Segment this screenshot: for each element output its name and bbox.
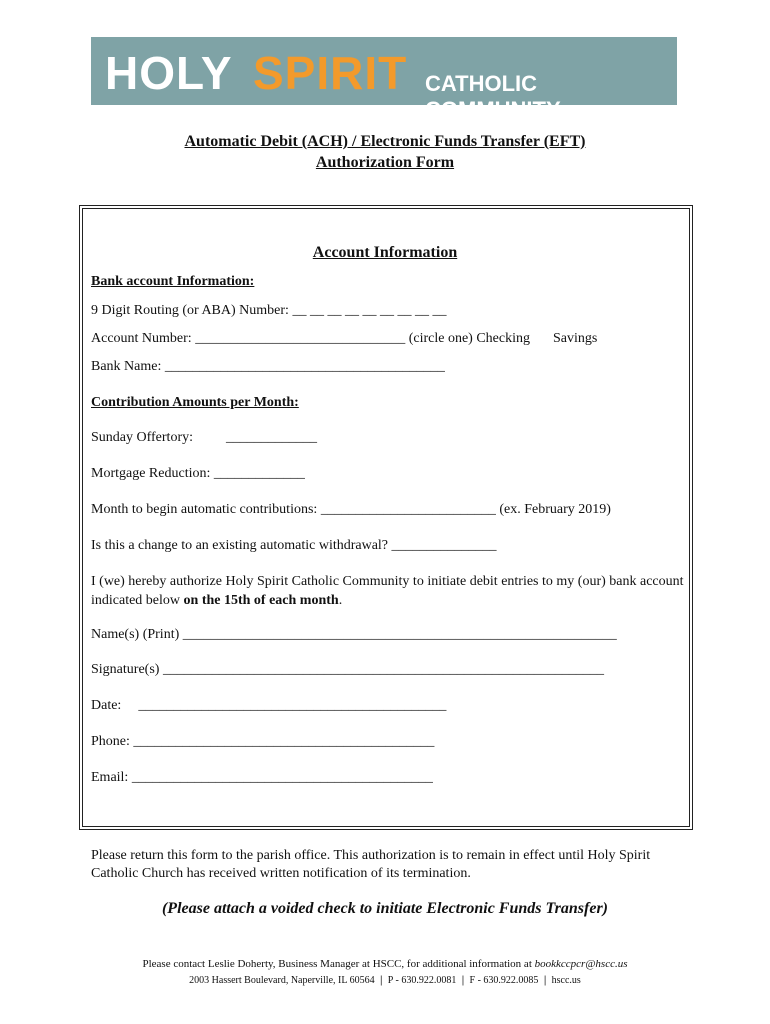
month-field[interactable]: _________________________ — [320, 502, 496, 517]
footer-contact — [0, 958, 770, 970]
voided-check-note: (Please attach a voided check to initiate Electronic Funds Transfer) — [161, 900, 609, 917]
email-field[interactable]: ___________________________________________ — [131, 770, 433, 785]
signature-label: Signature(s) — [91, 662, 160, 677]
logo-word-holy: HOLY — [105, 47, 233, 99]
account-type-savings[interactable]: Savings — [552, 331, 598, 346]
signature-field[interactable]: _______________________________________________________________ — [162, 662, 604, 677]
mortgage-label: Mortgage Reduction: — [91, 466, 211, 481]
contribution-heading: Contribution Amounts per Month: — [91, 395, 299, 410]
change-label: Is this a change to an existing automatic withdrawal? — [91, 538, 389, 553]
footer-address-line — [0, 975, 770, 986]
form-title-line1: Automatic Debit (ACH) / Electronic Funds Transfer (EFT) — [184, 133, 586, 150]
logo-word-catholic-community: CATHOLIC COMMUNITY — [425, 71, 561, 122]
authorization-text: I (we) hereby authorize Holy Spirit Catholic Community to initiate debit entries to my (our) bank account indicated below — [91, 574, 684, 608]
bank-name-row — [91, 359, 445, 375]
return-instructions: Please return this form to the parish office. This authorization is to remain in effect until Holy Spirit Catholic Church has received written notification of its termination. — [91, 848, 651, 881]
bank-name-field[interactable]: ________________________________________ — [164, 359, 445, 374]
bank-name-label: Bank Name: — [91, 359, 162, 374]
date-field[interactable]: ____________________________________________ — [138, 698, 447, 713]
authorization-date-bold: on the 15th of each month — [183, 593, 339, 608]
date-row — [91, 698, 446, 714]
date-label: Date: — [91, 698, 122, 713]
mortgage-row — [91, 466, 305, 482]
names-label: Name(s) (Print) — [91, 627, 180, 642]
email-row — [91, 770, 433, 786]
routing-label: 9 Digit Routing (or ABA) Number: — [91, 303, 289, 318]
names-field[interactable]: ______________________________________________________________ — [182, 627, 617, 642]
footer-fax: F - 630.922.0085 — [469, 975, 539, 986]
names-row — [91, 627, 617, 643]
change-row — [91, 538, 497, 554]
footer-phone: P - 630.922.0081 — [387, 975, 457, 986]
account-row — [91, 331, 597, 347]
form-title-line2: Authorization Form — [315, 154, 455, 171]
footer-contact-text: Please contact Leslie Doherty, Business Manager at HSCC, for additional information at — [142, 958, 532, 970]
change-field[interactable]: _______________ — [391, 538, 497, 553]
authorization-statement — [91, 572, 691, 610]
routing-row — [91, 303, 446, 319]
bank-info-heading: Bank account Information: — [91, 274, 255, 289]
sunday-field[interactable]: _____________ — [226, 430, 317, 445]
phone-label: Phone: — [91, 734, 130, 749]
month-row — [91, 502, 611, 518]
email-label: Email: — [91, 770, 129, 785]
footer-separator: | — [461, 975, 465, 986]
phone-field[interactable]: ___________________________________________ — [133, 734, 435, 749]
mortgage-field[interactable]: _____________ — [213, 466, 305, 481]
sunday-row — [91, 430, 317, 446]
account-type-checking[interactable]: (circle one) Checking — [408, 331, 530, 346]
month-example: (ex. February 2019) — [499, 502, 611, 517]
routing-field[interactable]: __ __ __ __ __ __ __ __ __ — [292, 303, 447, 318]
footer-email-link[interactable]: bookkccpcr@hscc.us — [534, 958, 628, 970]
holy-spirit-logo — [91, 37, 677, 122]
footer-separator: | — [380, 975, 383, 986]
authorization-end: . — [338, 593, 343, 608]
logo-word-spirit: SPIRIT — [253, 47, 408, 99]
account-label: Account Number: — [91, 331, 192, 346]
footer-address: 2003 Hassert Boulevard, Naperville, IL 60564 — [189, 975, 375, 986]
signature-row — [91, 662, 604, 678]
month-label: Month to begin automatic contributions: — [91, 502, 318, 517]
section-title: Account Information — [312, 244, 458, 261]
phone-row — [91, 734, 434, 750]
footer-website-link[interactable]: hscc.us — [551, 975, 581, 986]
sunday-label: Sunday Offertory: — [91, 430, 193, 445]
account-field[interactable]: ______________________________ — [195, 331, 406, 346]
footer-separator: | — [543, 975, 547, 986]
